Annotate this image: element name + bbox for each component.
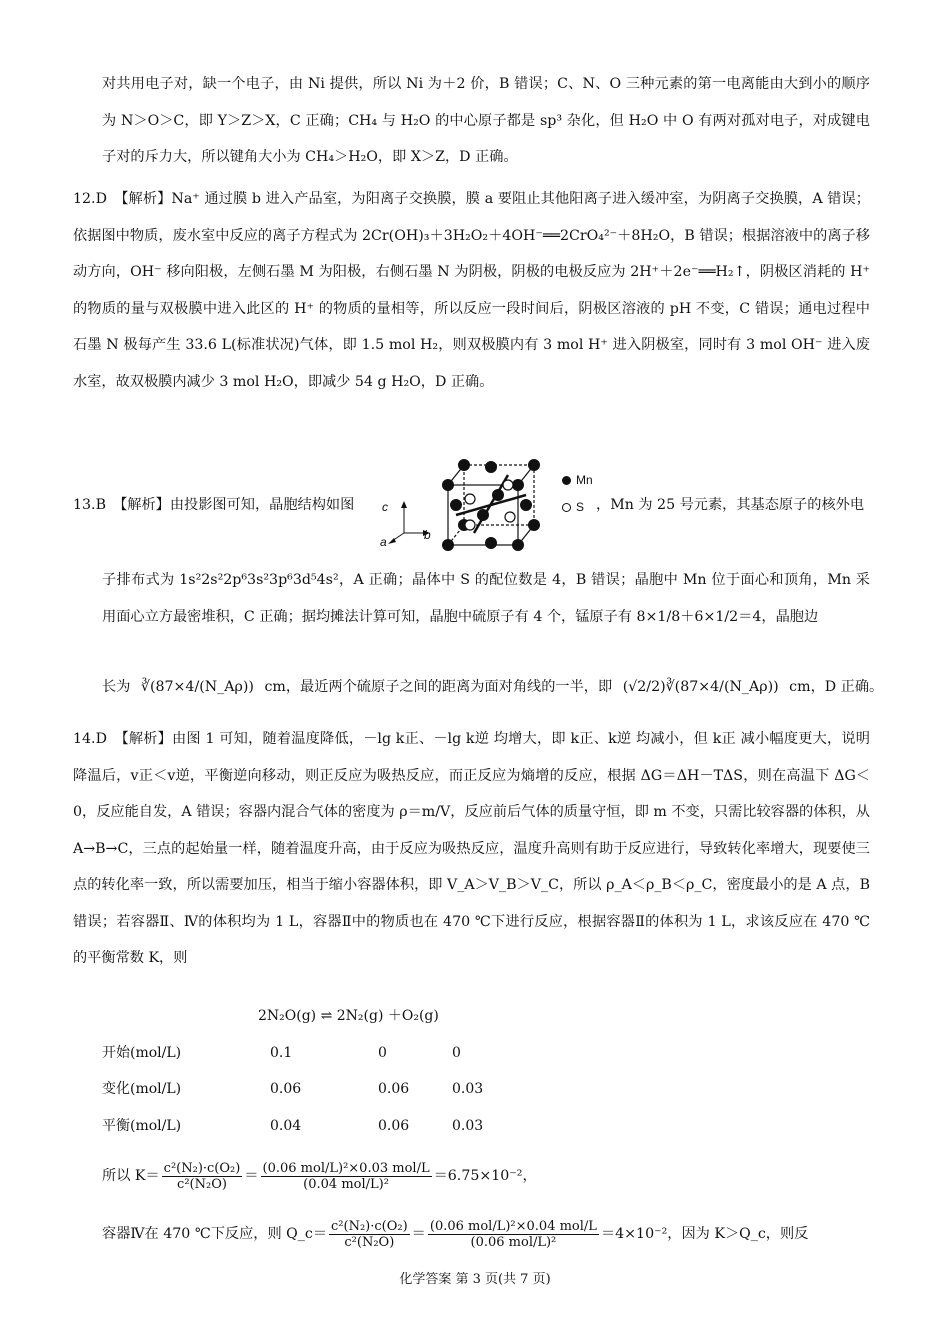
- qc-calculation: 容器Ⅳ在 470 ℃下反应，则 Q_c＝ $\frac{\text{c²(N₂)·c(O₂)}}{\text{c²(N₂O)}}$ ＝ $\frac{\text{(0.06 mol/L)²×0.04 mol/L}}{\text{(0.06 mol/L)²}}$ ＝4×10⁻²，因为 K＞Q_c，则反: [102, 1218, 809, 1250]
- crystal-cell-figure: [378, 455, 588, 555]
- legend-mn-dot-icon: [562, 476, 571, 485]
- table-row: 平衡(mol/L) 0.04 0.06 0.03: [102, 1118, 484, 1134]
- qc-expr-fraction: $\frac{\text{c²(N₂)·c(O₂)}}{\text{c²(N₂O)}}$: [331, 1218, 408, 1250]
- table-row: 开始(mol/L) 0.1 0 0: [102, 1045, 461, 1061]
- reaction-equation: 2N₂O(g) ⇌ 2N₂(g) ＋O₂(g): [258, 1008, 439, 1024]
- table-row: 变化(mol/L) 0.06 0.06 0.03: [102, 1081, 484, 1097]
- question-12-text: 12.D 【解析】Na⁺ 通过膜 b 进入产品室，为阳离子交换膜，膜 a 要阻止其他阳离子进入缓冲室，为阴离子交换膜，A 错误；依据图中物质，废水室中反应的离子方程式为 2Cr(OH)₃＋3H₂O₂＋4OH⁻══2CrO₄²⁻＋8H₂O，B 错误；根据溶液中的离子移动方向，OH⁻ 移向阳极，左侧石墨 M 为阳极，右侧石墨 N 为阴极，阴极的电极反应为 2H⁺＋2e⁻══H₂↑，阴极区消耗的 H⁺ 的物质的量与双极膜中进入此区的 H⁺ 的物质的量相等，所以反应一段时间后，阴极区溶液的 pH 不变，C 错误；通电过程中石墨 N 极每产生 33.6 L(标准状况)气体，即 1.5 mol H₂，则双极膜内有 3 mol H⁺ 进入阴极室，同时有 3 mol OH⁻ 进入废水室，故双极膜内减少 3 mol H₂O，即减少 54 g H₂O，D 正确。: [73, 191, 870, 390]
- page-footer: 化学答案 第 3 页(共 7 页): [399, 1272, 551, 1287]
- axis-label-b: b: [424, 528, 431, 542]
- question-13-edge-line: 长为 ∛(87×4/(N_Aρ)) cm，最近两个硫原子之间的距离为面对角线的一半，即 (√2/2)∛(87×4/(N_Aρ)) cm，D 正确。: [102, 679, 884, 695]
- legend-mn: Mn: [562, 473, 593, 487]
- k-value-fraction: $\frac{\text{(0.06 mol/L)²×0.03 mol/L}}{\text{(0.04 mol/L)²}}$: [262, 1160, 430, 1192]
- edge-length-expr: ∛(87×4/(N_Aρ)): [140, 679, 254, 695]
- qc-value-fraction: $\frac{\text{(0.06 mol/L)²×0.04 mol/L}}{\text{(0.06 mol/L)²}}$: [429, 1218, 597, 1250]
- paragraph-top: [102, 66, 870, 176]
- axis-label-c: c: [382, 500, 388, 514]
- question-14-text: 14.D 【解析】由图 1 可知，随着温度降低，－lg k正、－lg k逆 均增大，即 k正、k逆 均减小，但 k正 减小幅度更大，说明降温后，v正＜v逆，平衡逆向移动，则正反应为吸热反应，而正反应为熵增的反应，根据 ΔG＝ΔH－TΔS，则在高温下 ΔG＜0，反应能自发，A 错误；容器内混合气体的密度为 ρ＝m/V，反应前后气体的质量守恒，即 m 不变，只需比较容器的体积，从 A→B→C，三点的起始量一样，随着温度升高，由于反应为吸热反应，温度升高则有助于反应进行，导致转化率增大，现要使三点的转化率一致，所以需要加压，相当于缩小容器体积，即 V_A＞V_B＞V_C，所以 ρ_A＜ρ_B＜ρ_C，密度最小的是 A 点，B 错误；若容器Ⅱ、Ⅳ的体积均为 1 L，容器Ⅱ中的物质也在 470 ℃下进行反应，根据容器Ⅱ的体积为 1 L，求该反应在 470 ℃的平衡常数 K，则: [73, 731, 870, 966]
- question-13-body: 子排布式为 1s²2s²2p⁶3s²3p⁶3d⁵4s²，A 正确；晶体中 S 的配位数是 4，B 错误；晶胞中 Mn 位于面心和顶角，Mn 采用面心立方最密堆积，C 正确；据均摊法计算可知，晶胞中硫原子有 4 个，锰原子有 8×1/8＋6×1/2＝4，晶胞边: [102, 572, 870, 625]
- question-13-intro-text: 13.B 【解析】由投影图可知，晶胞结构如图: [73, 497, 355, 513]
- legend-s: S: [562, 500, 584, 514]
- question-13-intro: [73, 494, 354, 516]
- question-12: [73, 181, 870, 400]
- question-14: [73, 721, 870, 977]
- k-calculation: 所以 K＝ $\frac{\text{c²(N₂)·c(O₂)}}{\text{c²(N₂O)}}$ ＝ $\frac{\text{(0.06 mol/L)²×0.03 mol/L}}{\text{(0.04 mol/L)²}}$ ＝6.75×10⁻²，: [102, 1160, 537, 1192]
- question-13-after-figure: ，Mn 为 25 号元素，其基态原子的核外电: [596, 497, 865, 513]
- axis-label-a: a: [380, 535, 387, 549]
- k-expr-fraction: $\frac{\text{c²(N₂)·c(O₂)}}{\text{c²(N₂O)}}$: [163, 1160, 241, 1192]
- s-s-distance-expr: (√2/2)∛(87×4/(N_Aρ)): [622, 679, 779, 695]
- paragraph-top-text: 对共用电子对，缺一个电子，由 Ni 提供，所以 Ni 为＋2 价，B 错误；C、N、O 三种元素的第一电离能由大到小的顺序为 N＞O＞C，即 Y＞Z＞X，C 正确；CH₄ 与 H₂O 的中心原子都是 sp³ 杂化，但 H₂O 中 O 有两对孤对电子，对成键电子对的斥力大，所以键角大小为 CH₄＞H₂O，即 X＞Z，D 正确。: [102, 76, 870, 165]
- legend-s-ring-icon: [562, 503, 571, 512]
- unit-cell-count-calc: 8×1/8＋6×1/2＝4: [636, 608, 762, 625]
